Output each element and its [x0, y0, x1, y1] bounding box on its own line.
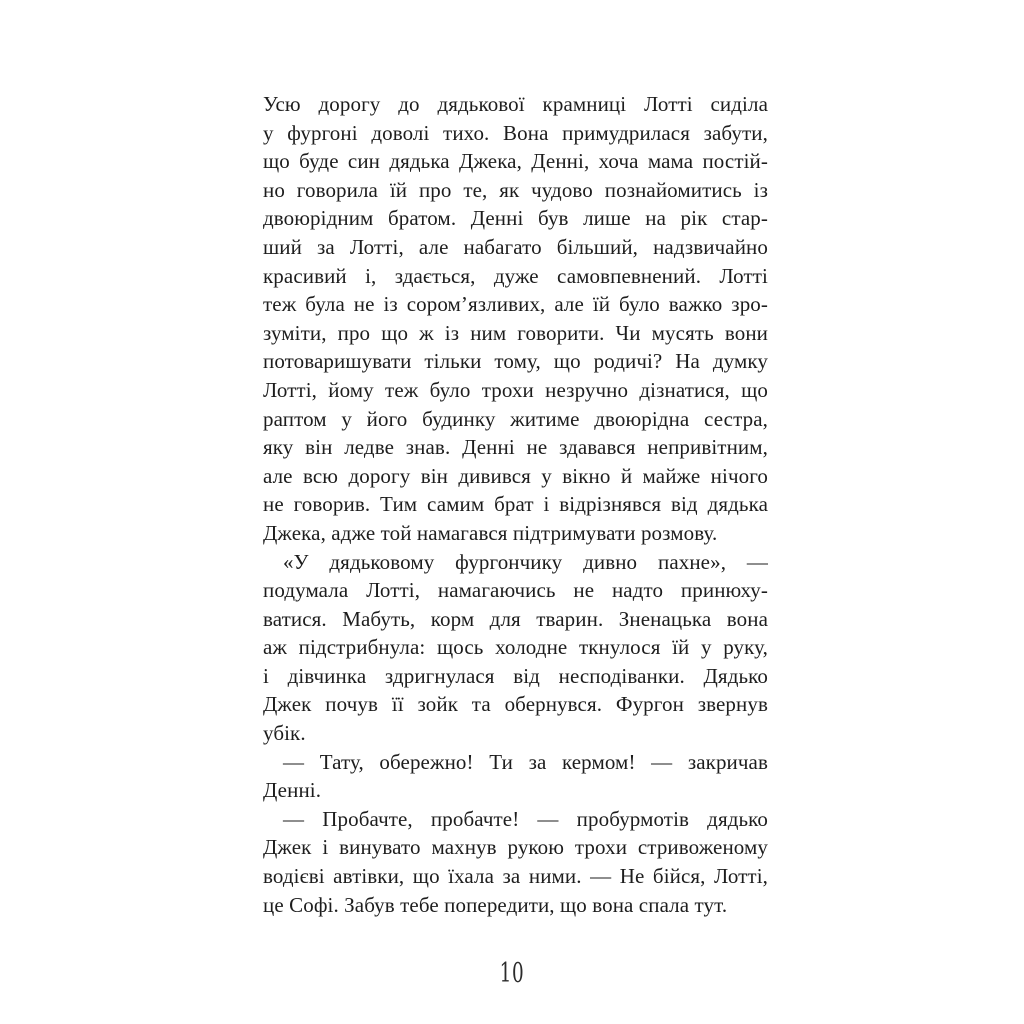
text-line: — Пробачте, пробачте! — пробурмотів дядько: [283, 806, 768, 831]
text-line: аж підстрибнула: щось холодне ткнулося їй у руку,: [263, 635, 768, 660]
text-line: красивий і, здається, дуже самовпевнений. Лотті: [263, 263, 768, 288]
text-line: двоюрідним братом. Денні був лише на рік стар-: [263, 206, 768, 231]
text-line: Джек і винувато махнув рукою трохи стривоженому: [263, 835, 768, 860]
text-line: що буде син дядька Джека, Денні, хоча мама постій-: [263, 149, 768, 174]
text-line: Джека, адже той намагався підтримувати розмову.: [263, 520, 718, 545]
text-line: це Софі. Забув тебе попередити, що вона спала тут.: [263, 892, 728, 917]
text-line: зуміти, про що ж із ним говорити. Чи мусять вони: [263, 320, 768, 345]
text-line: водієві автівки, що їхала за ними. — Не бійся, Лотті,: [263, 864, 768, 889]
paragraph: [263, 548, 768, 748]
text-line: але всю дорогу він дивився у вікно й майже нічого: [263, 463, 768, 488]
text-line: ватися. Мабуть, корм для тварин. Зненацька вона: [263, 606, 768, 631]
text-line: раптом у його будинку житиме двоюрідна сестра,: [263, 406, 768, 431]
text-line: Усю дорогу до дядькової крамниці Лотті сиділа: [263, 92, 768, 116]
text-line: і дівчинка здригнулася від несподіванки. Дядько: [263, 663, 768, 688]
page-number: 10: [499, 958, 525, 989]
text-line: теж була не із сором’язливих, але їй було важко зро-: [263, 292, 768, 317]
text-line: яку він ледве знав. Денні не здавався непривітним,: [263, 435, 768, 460]
text-line: «У дядьковому фургончику дивно пахне», —: [283, 549, 768, 574]
text-column: [263, 90, 768, 919]
text-line: не говорив. Тим самим брат і відрізнявся від дядька: [263, 492, 768, 517]
text-line: убік.: [263, 721, 306, 746]
text-line: потоваришувати тільки тому, що родичі? На думку: [263, 349, 768, 374]
paragraph: [263, 748, 768, 805]
text-line: Джек почув її зойк та обернувся. Фургон звернув: [263, 692, 768, 717]
paragraph: [263, 805, 768, 919]
text-line: Денні.: [263, 778, 322, 803]
text-line: — Тату, обережно! Ти за кермом! — закричав: [283, 749, 768, 774]
text-line: но говорила їй про те, як чудово познайомитись із: [263, 177, 768, 202]
text-line: Лотті, йому теж було трохи незручно дізнатися, що: [263, 377, 768, 402]
text-line: ший за Лотті, але набагато більший, надзвичайно: [263, 234, 768, 259]
text-line: у фургоні доволі тихо. Вона примудрилася забути,: [263, 120, 768, 145]
text-line: подумала Лотті, намагаючись не надто принюху-: [263, 578, 768, 603]
paragraph: [263, 90, 768, 548]
